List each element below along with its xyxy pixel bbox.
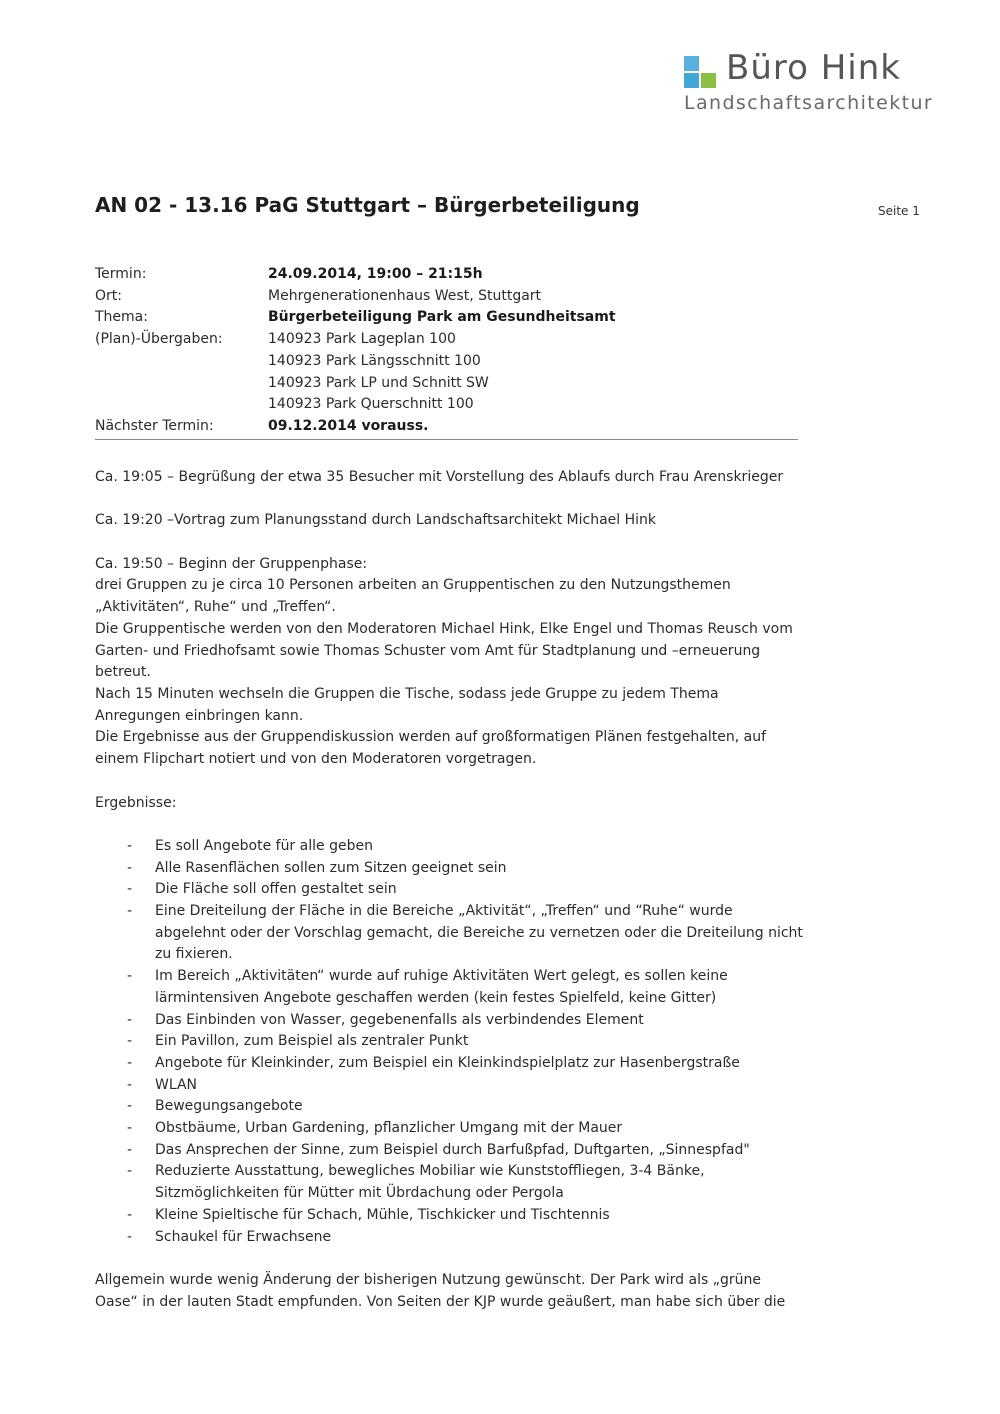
meta-value-uebergaben (268, 329, 798, 416)
result-item: - Angebote für Kleinkinder, zum Beispiel ein Kleinkindspielplatz zur Hasenbergstraße (95, 1053, 805, 1075)
meta-row-ort (95, 286, 798, 308)
logo-mark-icon (684, 56, 716, 88)
group-phase-line: Die Ergebnisse aus der Gruppendiskussion werden auf großformatigen Plänen festgehalten, auf einem Flipchart notiert und von den Moderatoren vorgetragen. (95, 729, 767, 768)
result-item: - Schaukel für Erwachsene (95, 1227, 805, 1249)
group-phase-line: Ca. 19:50 – Beginn der Gruppenphase: (95, 555, 368, 572)
meta-row-termin (95, 264, 798, 286)
plan-item: 140923 Park LP und Schnitt SW (268, 374, 489, 391)
meta-value-naechster-termin: 09.12.2014 vorauss. (268, 417, 429, 434)
paragraph-group-phase (95, 554, 805, 771)
logo-company-subtitle: Landschaftsarchitektur (684, 92, 934, 114)
result-item: - Im Bereich „Aktivitäten“ wurde auf ruhige Aktivitäten Wert gelegt, es sollen keine lärmintensiven Angebote geschaffen werden (kein festes Spielfeld, keine Gitter) (95, 966, 805, 1009)
result-item: - Reduzierte Ausstattung, bewegliches Mobiliar wie Kunststoffliegen, 3-4 Bänke, Sitzmöglichkeiten für Mütter mit Übrdachung oder Pergola (95, 1161, 805, 1204)
results-list (95, 836, 805, 1248)
paragraph-presentation: Ca. 19:20 –Vortrag zum Planungsstand durch Landschaftsarchitekt Michael Hink (95, 512, 656, 529)
result-item: - Eine Dreiteilung der Fläche in die Bereiche „Aktivität“, „Treffen“ und “Ruhe“ wurde abgelehnt oder der Vorschlag gemacht, die Bereiche zu vernetzen oder die Dreiteilung nicht zu fixieren. (95, 901, 805, 966)
page-number: Seite 1 (878, 204, 920, 218)
group-phase-line: Die Gruppentische werden von den Moderatoren Michael Hink, Elke Engel und Thomas Reusch vom Garten- und Friedhofsamt sowie Thomas Schuster vom Amt für Stadtplanung und –erneuerung betreut. (95, 620, 793, 681)
meta-value-thema: Bürgerbeteiligung Park am Gesundheitsamt (268, 309, 616, 326)
plan-item: 140923 Park Querschnitt 100 (268, 396, 474, 413)
paragraph-greeting: Ca. 19:05 – Begrüßung der etwa 35 Besucher mit Vorstellung des Ablaufs durch Frau Arenskrieger (95, 469, 784, 485)
meta-label-thema: Thema: (95, 309, 148, 326)
result-item: - Alle Rasenflächen sollen zum Sitzen geeignet sein (95, 858, 805, 880)
result-item: - Kleine Spieltische für Schach, Mühle, Tischkicker und Tischtennis (95, 1205, 805, 1227)
meta-divider (95, 439, 798, 440)
document-body (95, 467, 805, 1313)
meta-row-uebergaben (95, 329, 798, 416)
result-item: - Obstbäume, Urban Gardening, pflanzlicher Umgang mit der Mauer (95, 1118, 805, 1140)
paragraph-closing: Allgemein wurde wenig Änderung der bisherigen Nutzung gewünscht. Der Park wird als „grüne Oase“ in der lauten Stadt empfunden. Von Seiten der KJP wurde geäußert, man habe sich über die (95, 1271, 786, 1310)
plan-item: 140923 Park Lageplan 100 (268, 331, 456, 348)
logo-square-green (701, 73, 716, 88)
logo-company-name: Büro Hink (726, 48, 901, 88)
document-title: AN 02 - 13.16 PaG Stuttgart – Bürgerbeteiligung (95, 193, 640, 217)
meta-value-ort: Mehrgenerationenhaus West, Stuttgart (268, 287, 542, 304)
result-item: - Bewegungsangebote (95, 1096, 805, 1118)
result-item: - Ein Pavillon, zum Beispiel als zentraler Punkt (95, 1031, 805, 1053)
group-phase-line: drei Gruppen zu je circa 10 Personen arbeiten an Gruppentischen zu den Nutzungsthemen „Aktivitäten“, Ruhe“ und „Treffen“. (95, 577, 731, 616)
meta-label-naechster-termin: Nächster Termin: (95, 417, 214, 434)
result-item: - Das Einbinden von Wasser, gegebenenfalls als verbindendes Element (95, 1010, 805, 1032)
company-logo (684, 48, 934, 118)
group-phase-line: Nach 15 Minuten wechseln die Gruppen die Tische, sodass jede Gruppe zu jedem Thema Anregungen einbringen kann. (95, 686, 719, 724)
plan-item: 140923 Park Längsschnitt 100 (268, 352, 481, 369)
logo-square-blue (684, 56, 699, 71)
results-heading: Ergebnisse: (95, 794, 177, 811)
meta-value-termin: 24.09.2014, 19:00 – 21:15h (268, 266, 483, 282)
meta-label-ort: Ort: (95, 287, 122, 304)
meta-label-termin: Termin: (95, 266, 147, 282)
result-item: - Es soll Angebote für alle geben (95, 836, 805, 858)
meta-row-naechster-termin (95, 416, 798, 438)
result-item: - Das Ansprechen der Sinne, zum Beispiel durch Barfußpfad, Duftgarten, „Sinnespfad" (95, 1140, 805, 1162)
result-item: - Die Fläche soll offen gestaltet sein (95, 879, 805, 901)
meta-row-thema (95, 307, 798, 329)
meta-label-uebergaben: (Plan)-Übergaben: (95, 331, 223, 348)
meeting-info-block (95, 264, 798, 440)
logo-square-blue-dark (684, 73, 699, 88)
logo-square-white (701, 56, 716, 71)
result-item: - WLAN (95, 1075, 805, 1097)
